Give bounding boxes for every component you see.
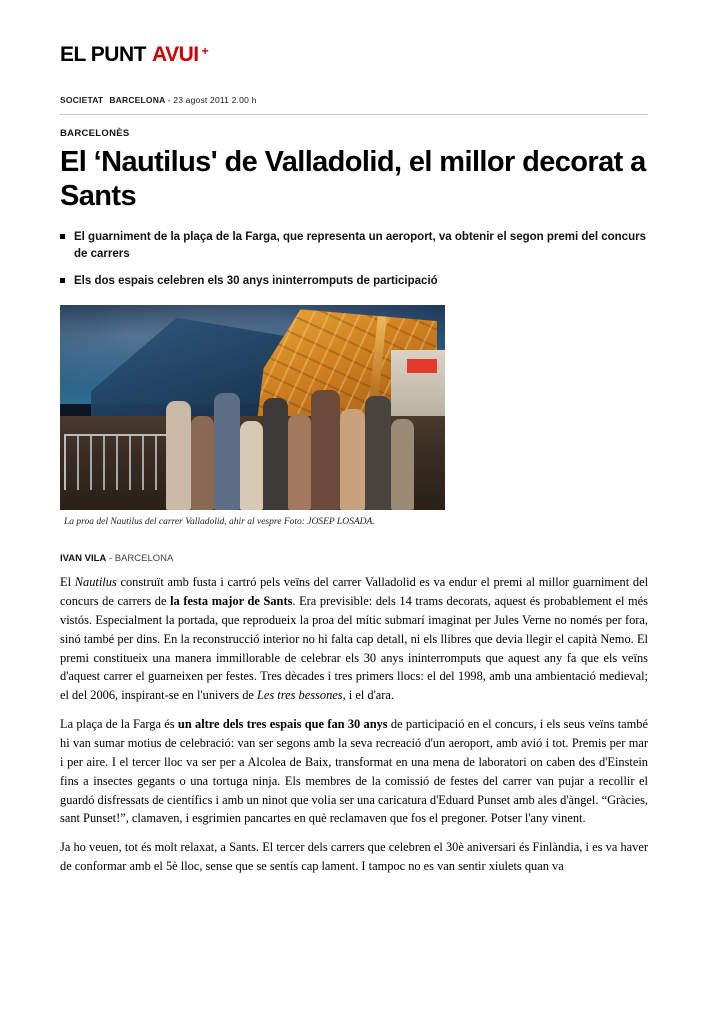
body-paragraph [60,573,648,705]
meta-place[interactable]: BARCELONA [109,95,166,105]
masthead-el-punt-text: EL PUNT [60,43,146,66]
photo-person [214,393,240,510]
body-text-run: construït amb fusta i cartró pels veïns del carrer Valladolid es va endur el premi al millor guarniment del concurs de carrers de [60,575,649,609]
body-paragraph [60,715,648,828]
byline-author: IVAN VILA [60,553,107,565]
emphasis-italic: Nautilus [74,575,117,590]
photo-crowd [160,383,445,510]
byline [60,553,648,564]
photo-person [340,409,366,511]
masthead-avui-text: AVUI [151,43,199,66]
masthead-plus-icon: + [201,44,209,58]
section-tag[interactable]: BARCELONÈS [60,128,130,139]
body-text-run: , i el d'ara. [342,688,395,703]
photo-person [263,398,289,510]
list-item: Els dos espais celebren els 30 anys ininterromputs de participació [60,273,648,290]
photo-red-sign [407,359,438,373]
photo-person [166,401,192,510]
photo-person [288,414,311,511]
meta-section[interactable]: SOCIETAT [60,95,104,105]
body-paragraph [60,838,648,876]
masthead-logo[interactable] [60,44,648,65]
photo-caption: La proa del Nautilus del carrer Valladolid, ahir al vespre Foto: JOSEP LOSADA. [64,517,375,528]
body-text-run: El [60,575,75,590]
photo-person [365,396,391,510]
photo-person [240,421,263,510]
article-photo-block [60,305,648,527]
emphasis-bold: la festa major de Sants [170,594,293,609]
photo-person [191,416,214,510]
article-body [60,573,648,876]
list-item: El guarniment de la plaça de la Farga, que representa un aeroport, va obtenir el segon premi del concurs de carrers [60,229,648,262]
photo-person [311,390,339,511]
body-text-run: . Era previsible: dels 14 trams decorats, aquest és probablement el més vistós. Especialment la portada, que reprodueix la proa del mític submarí imaginat per Jules Verne no només per fora, sinó també per dins. En la reconstrucció interior no hi falta cap detall, ni els llibres que devia llegir el capità Nemo. El premi constitueix una manera immillorable de celebrar els 30 anys ininterromputs que aquest any fa que els veïns d'aquest carrer el guarneixen per festes. Tres dècades i tres primers llocs: el del 1998, amb una ambientació medieval; el del 2006, inspirant-se en l'univers de [60,594,648,703]
body-text-run: de participació en el concurs, i els seus veïns també hi van sumar motius de celebració: van ser segons amb la seva recreació d'un aeroport, amb avió i tot. Premis per mar i per aire. I el tercer lloc va ser per a Alcolea de Baix, transformat en una mena de laboratori on caben des d'Einstein fins a insectes gegants o una tortuga ninja. Els membres de la comissió de festes del carrer van pujar a recollir el guardó disfressats de científics i amb un ninot que volia ser una caricatura d'Eduard Punset amb ales d'àngel. “Gràcies, sant Punset!”, clamaven, i esgrimien pancartes en què reclamaven que fos el pregoner. Potser l'any vinent. [60,717,649,826]
emphasis-italic: Les tres bessones [257,688,343,703]
body-text-run: Ja ho veuen, tot és molt relaxat, a Sants. El tercer dels carrers que celebren el 30è aniversari és Finlàndia, i es va haver de conformar amb el 5è lloc, sense que se sentís cap lament. I tampoc no es van sentir xiulets quan va [60,840,648,874]
meta-divider [60,114,648,115]
page-title: El ‘Nautilus' de Valladolid, el millor decorat a Sants [60,146,646,212]
emphasis-bold: un altre dels tres espais que fan 30 anys [177,717,388,732]
body-text-run: La plaça de la Farga és [60,717,178,732]
article-meta-line [60,95,648,114]
byline-place: - BARCELONA [108,553,174,565]
summary-bullet-list [60,229,648,289]
photo-person [391,419,414,511]
meta-date: - 23 agost 2011 2.00 h [167,95,257,105]
article-photo [60,305,445,510]
